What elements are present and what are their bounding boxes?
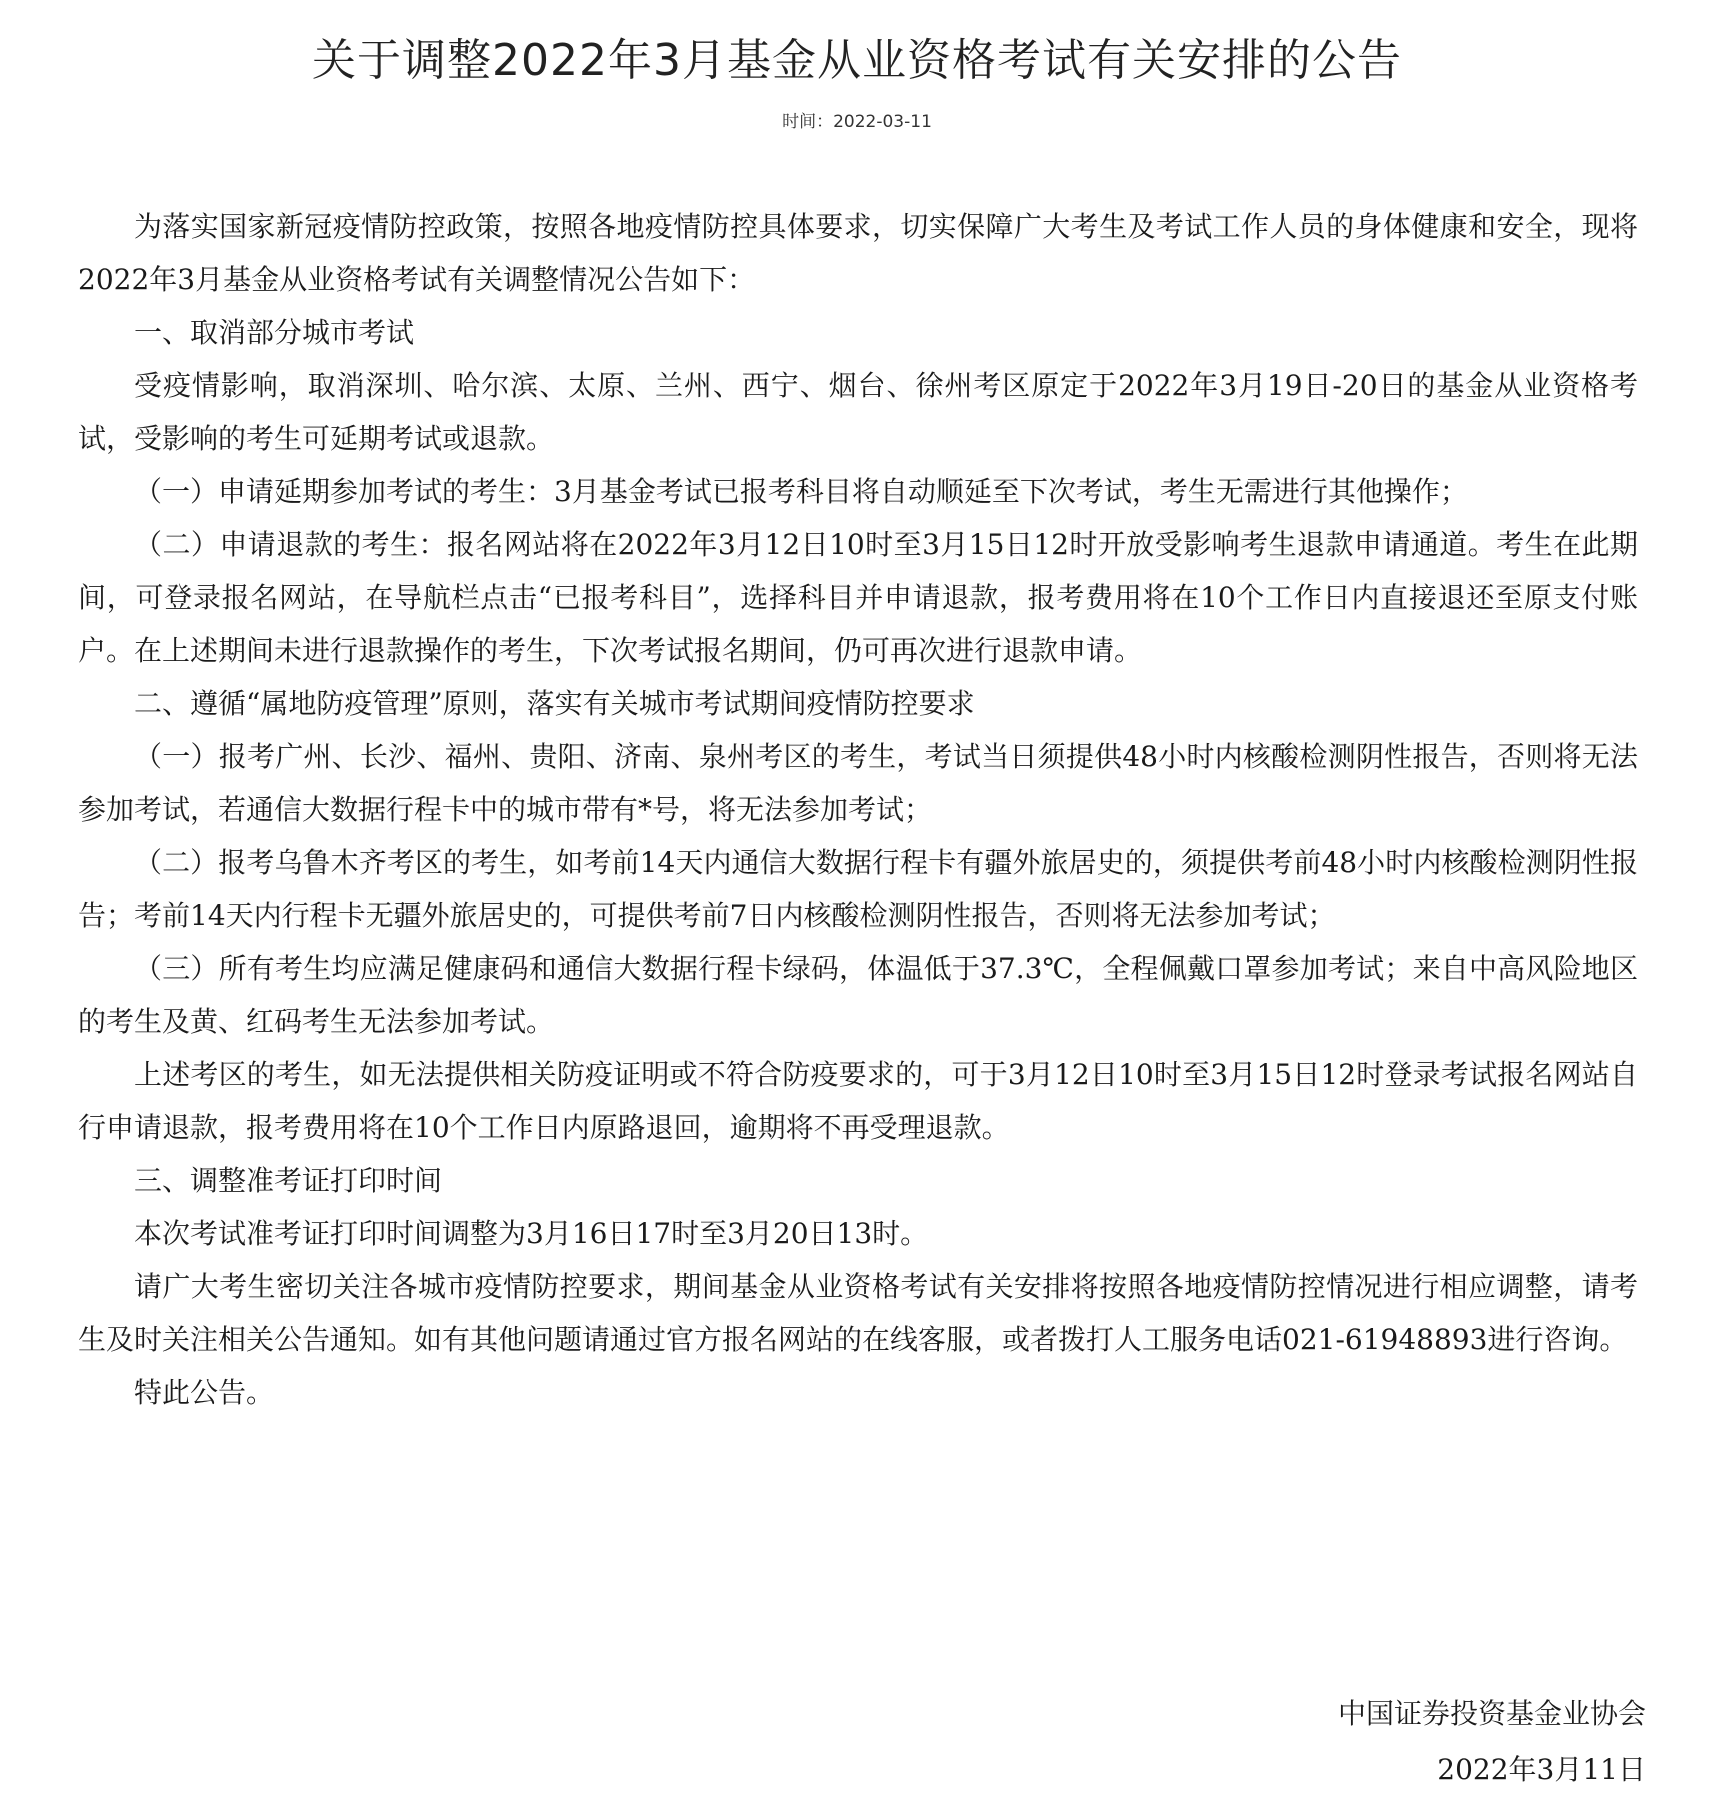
section-heading-1: 一、取消部分城市考试 [134,316,415,349]
signature-date: 2022年3月11日 [1437,1753,1646,1786]
paragraph: （二）报考乌鲁木齐考区的考生，如考前14天内通信大数据行程卡有疆外旅居史的，须提供考前48小时内核酸检测阴性报告；考前14天内行程卡无疆外旅居史的，可提供考前7日内核酸检测阴性报告，否则将无法参加考试； [78,846,1638,932]
page-title: 关于调整2022年3月基金从业资格考试有关安排的公告 [312,35,1402,86]
paragraph-intro: 为落实国家新冠疫情防控政策，按照各地疫情防控具体要求，切实保障广大考生及考试工作人员的身体健康和安全，现将2022年3月基金从业资格考试有关调整情况公告如下： [78,210,1638,296]
paragraph: 本次考试准考证打印时间调整为3月16日17时至3月20日13时。 [134,1217,929,1250]
paragraph: （一）报考广州、长沙、福州、贵阳、济南、泉州考区的考生，考试当日须提供48小时内核酸检测阴性报告，否则将无法参加考试，若通信大数据行程卡中的城市带有*号，将无法参加考试； [78,740,1638,826]
section-heading-3: 三、调整准考证打印时间 [134,1164,443,1197]
paragraph: 上述考区的考生，如无法提供相关防疫证明或不符合防疫要求的，可于3月12日10时至3月15日12时登录考试报名网站自行申请退款，报考费用将在10个工作日内原路退回，逾期将不再受理退款。 [78,1058,1638,1144]
paragraph: （一）申请延期参加考试的考生：3月基金考试已报考科目将自动顺延至下次考试，考生无需进行其他操作； [134,475,1468,508]
paragraph: 请广大考生密切关注各城市疫情防控要求，期间基金从业资格考试有关安排将按照各地疫情防控情况进行相应调整，请考生及时关注相关公告通知。如有其他问题请通过官方报名网站的在线客服，或者拨打人工服务电话021-61948893进行咨询。 [78,1270,1638,1356]
closing-line: 特此公告。 [134,1376,275,1409]
signature-organization: 中国证券投资基金业协会 [1337,1697,1646,1730]
announcement-body [78,200,1638,1419]
paragraph: 受疫情影响，取消深圳、哈尔滨、太原、兰州、西宁、烟台、徐州考区原定于2022年3月19日-20日的基金从业资格考试，受影响的考生可延期考试或退款。 [78,369,1638,455]
publish-time-value: 2022-03-11 [833,112,932,132]
signature-block [1338,1686,1646,1798]
publish-time [0,107,1714,132]
paragraph: （二）申请退款的考生：报名网站将在2022年3月12日10时至3月15日12时开放受影响考生退款申请通道。考生在此期间，可登录报名网站，在导航栏点击“已报考科目”，选择科目并申请退款，报考费用将在10个工作日内直接退还至原支付账户。在上述期间未进行退款操作的考生，下次考试报名期间，仍可再次进行退款申请。 [78,528,1638,667]
paragraph: （三）所有考生均应满足健康码和通信大数据行程卡绿码，体温低于37.3℃，全程佩戴口罩参加考试；来自中高风险地区的考生及黄、红码考生无法参加考试。 [78,952,1638,1038]
publish-time-label: 时间： [782,112,834,132]
section-heading-2: 二、遵循“属地防疫管理”原则，落实有关城市考试期间疫情防控要求 [134,687,975,720]
